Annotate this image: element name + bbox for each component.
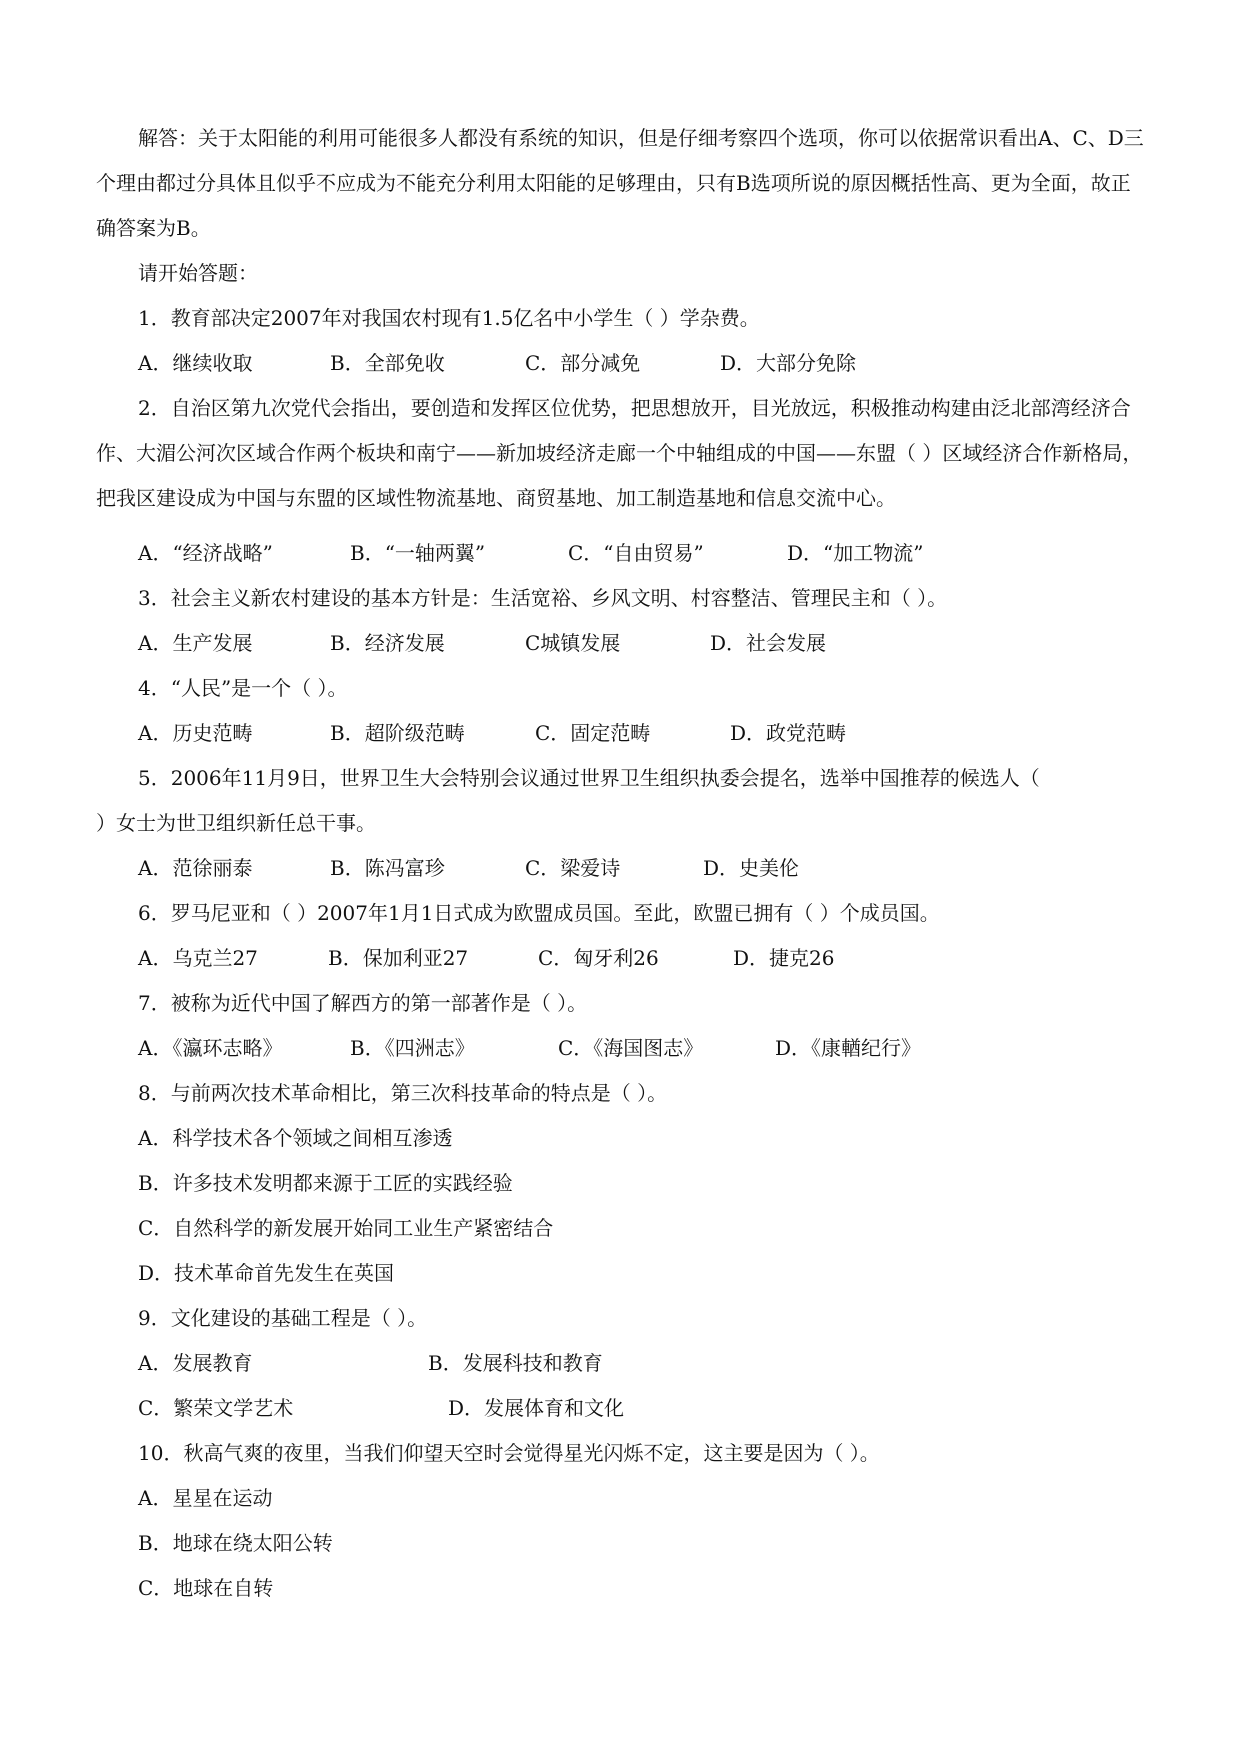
question-9-options-row2 bbox=[0, 1386, 1240, 1431]
option[interactable]: B．“一轴两翼” bbox=[350, 541, 486, 565]
option[interactable]: B．陈冯富珍 bbox=[330, 856, 445, 880]
question-4-stem: 4．“人民”是一个（ ）。 bbox=[138, 676, 348, 700]
question-10-stem: 10．秋高气爽的夜里，当我们仰望天空时会觉得星光闪烁不定，这主要是因为（ ）。 bbox=[138, 1441, 880, 1465]
option[interactable]: B．地球在绕太阳公转 bbox=[138, 1531, 333, 1555]
option[interactable]: C．部分减免 bbox=[525, 351, 641, 375]
answer-explanation: 解答：关于太阳能的利用可能很多人都没有系统的知识，但是仔细考察四个选项，你可以依据常识看出A、C、D三个理由都过分具体且似乎不应成为不能充分利用太阳能的足够理由，只有B选项所说的原因概括性高、更为全面，故正确答案为B。 bbox=[96, 126, 1144, 240]
question-5-options bbox=[0, 846, 1240, 891]
question-4-options bbox=[0, 711, 1240, 756]
option[interactable]: C．地球在自转 bbox=[138, 1576, 274, 1600]
question-2-stem: 2．自治区第九次党代会指出，要创造和发挥区位优势，把思想放开，目光放远，积极推动构建由泛北部湾经济合作、大湄公河次区域合作两个板块和南宁——新加坡经济走廊一个中轴组成的中国——东盟（ ）区域经济合作新格局，把我区建设成为中国与东盟的区域性物流基地、商贸基地、加工制造基地和信息交流中心。 bbox=[96, 396, 1143, 510]
question-8-stem: 8．与前两次技术革命相比，第三次科技革命的特点是（ ）。 bbox=[138, 1081, 668, 1105]
option[interactable]: D．技术革命首先发生在英国 bbox=[138, 1261, 395, 1285]
question-6-options bbox=[0, 936, 1240, 981]
option[interactable]: D．发展体育和文化 bbox=[448, 1396, 625, 1420]
option[interactable]: C城镇发展 bbox=[525, 631, 621, 655]
option[interactable]: B．《四洲志》 bbox=[350, 1036, 475, 1060]
option[interactable]: A．“经济战略” bbox=[138, 541, 273, 565]
option[interactable]: C．《海国图志》 bbox=[558, 1036, 704, 1060]
question-2-options bbox=[0, 531, 1240, 576]
question-5-stem-line2: ）女士为世卫组织新任总干事。 bbox=[96, 811, 376, 835]
option[interactable]: D．“加工物流” bbox=[787, 541, 924, 565]
option[interactable]: D．社会发展 bbox=[710, 631, 827, 655]
option[interactable]: B．超阶级范畴 bbox=[330, 721, 465, 745]
option[interactable]: D．捷克26 bbox=[733, 946, 835, 970]
question-1-stem: 1．教育部决定2007年对我国农村现有1.5亿名中小学生（ ）学杂费。 bbox=[138, 306, 760, 330]
option[interactable]: B．发展科技和教育 bbox=[428, 1351, 603, 1375]
option[interactable]: A．范徐丽泰 bbox=[138, 856, 253, 880]
option[interactable]: A．星星在运动 bbox=[138, 1486, 273, 1510]
option[interactable]: C．自然科学的新发展开始同工业生产紧密结合 bbox=[138, 1216, 554, 1240]
option[interactable]: D．政党范畴 bbox=[730, 721, 847, 745]
question-7-options bbox=[0, 1026, 1240, 1071]
option[interactable]: C．固定范畴 bbox=[535, 721, 651, 745]
question-6-stem: 6．罗马尼亚和（ ）2007年1月1日式成为欧盟成员国。至此，欧盟已拥有（ ）个成员国。 bbox=[138, 901, 940, 925]
option[interactable]: C．梁爱诗 bbox=[525, 856, 621, 880]
option[interactable]: A．继续收取 bbox=[138, 351, 253, 375]
option[interactable]: C．匈牙利26 bbox=[538, 946, 659, 970]
option[interactable]: A．《瀛环志略》 bbox=[138, 1036, 283, 1060]
option[interactable]: B．保加利亚27 bbox=[328, 946, 469, 970]
option[interactable]: B．全部免收 bbox=[330, 351, 445, 375]
question-7-stem: 7．被称为近代中国了解西方的第一部著作是（ ）。 bbox=[138, 991, 588, 1015]
option[interactable]: B．经济发展 bbox=[330, 631, 445, 655]
option[interactable]: C．繁荣文学艺术 bbox=[138, 1396, 294, 1420]
option[interactable]: A．生产发展 bbox=[138, 631, 253, 655]
option[interactable]: D．《康輶纪行》 bbox=[775, 1036, 922, 1060]
option[interactable]: A．发展教育 bbox=[138, 1351, 253, 1375]
option[interactable]: D．大部分免除 bbox=[720, 351, 857, 375]
question-3-options bbox=[0, 621, 1240, 666]
question-3-stem: 3．社会主义新农村建设的基本方针是：生活宽裕、乡风文明、村容整洁、管理民主和（ ）。 bbox=[138, 586, 948, 610]
start-prompt: 请开始答题： bbox=[138, 261, 258, 285]
question-5-stem-line1: 5．2006年11月9日，世界卫生大会特别会议通过世界卫生组织执委会提名，选举中国推荐的候选人（ bbox=[138, 766, 1040, 790]
option[interactable]: B．许多技术发明都来源于工匠的实践经验 bbox=[138, 1171, 513, 1195]
option[interactable]: D．史美伦 bbox=[703, 856, 800, 880]
option[interactable]: A．乌克兰27 bbox=[138, 946, 258, 970]
question-1-options bbox=[0, 341, 1240, 386]
question-9-options-row1 bbox=[0, 1341, 1240, 1386]
option[interactable]: A．科学技术各个领域之间相互渗透 bbox=[138, 1126, 453, 1150]
question-9-stem: 9．文化建设的基础工程是（ ）。 bbox=[138, 1306, 428, 1330]
option[interactable]: A．历史范畴 bbox=[138, 721, 253, 745]
option[interactable]: C．“自由贸易” bbox=[568, 541, 704, 565]
